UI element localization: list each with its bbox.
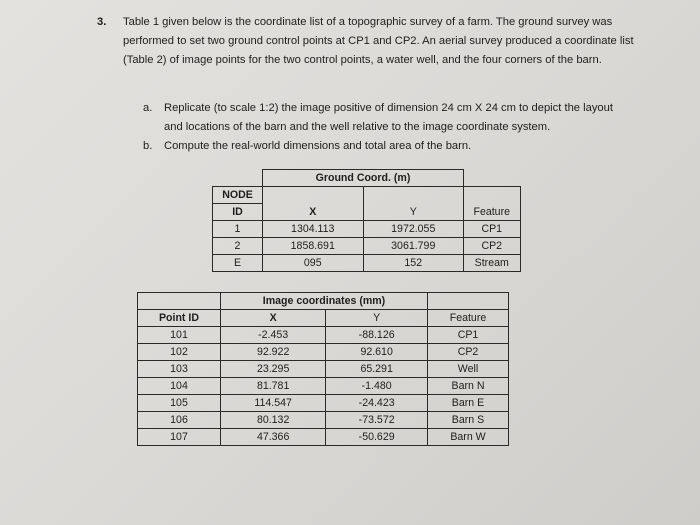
table-row	[213, 170, 521, 187]
point-id: 101	[138, 327, 221, 344]
image-y: 92.610	[326, 344, 428, 361]
y-header: Y	[363, 204, 464, 221]
part-b-label: b.	[143, 140, 153, 152]
ground-y: 152	[363, 255, 464, 272]
table-row	[138, 361, 509, 378]
question-text: Table 1 given below is the coordinate list of a topographic survey of a farm. The ground survey was performed to set two ground control points at CP1 and CP2. An aerial survey produced a coordinate list (Table 2) of image points for the two control points, a water well, and the four corners of the barn.	[123, 16, 634, 66]
x-header: X	[263, 204, 364, 221]
node-header: NODE	[213, 187, 263, 204]
feature: Barn N	[428, 378, 509, 395]
feature-header: Feature	[464, 204, 521, 221]
x-header: X	[221, 310, 326, 327]
table-2-image-coordinates	[137, 292, 509, 446]
part-a-label: a.	[143, 102, 153, 114]
node-id: E	[213, 255, 263, 272]
table-row	[138, 429, 509, 446]
image-y: -24.423	[326, 395, 428, 412]
feature-header: Feature	[428, 310, 509, 327]
feature: CP2	[464, 238, 521, 255]
point-id: 107	[138, 429, 221, 446]
node-id: 2	[213, 238, 263, 255]
feature: Barn S	[428, 412, 509, 429]
part-b	[143, 137, 633, 156]
image-x: 92.922	[221, 344, 326, 361]
id-header: ID	[213, 204, 263, 221]
table-row	[138, 344, 509, 361]
image-y: -50.629	[326, 429, 428, 446]
table-row	[138, 327, 509, 344]
ground-y: 3061.799	[363, 238, 464, 255]
table-row	[213, 255, 521, 272]
point-id: 102	[138, 344, 221, 361]
feature: Stream	[464, 255, 521, 272]
feature: CP2	[428, 344, 509, 361]
table-row	[138, 395, 509, 412]
table-1-ground-coordinates	[212, 169, 521, 272]
part-a-text: Replicate (to scale 1:2) the image positive of dimension 24 cm X 24 cm to depict the layout and locations of the barn and the well relative to the image coordinate system.	[164, 102, 613, 133]
ground-y: 1972.055	[363, 221, 464, 238]
table-row	[213, 187, 521, 204]
point-id: 106	[138, 412, 221, 429]
table-row	[138, 378, 509, 395]
point-id: 103	[138, 361, 221, 378]
ground-x: 1304.113	[263, 221, 364, 238]
image-y: -1.480	[326, 378, 428, 395]
table-row	[213, 221, 521, 238]
image-x: 47.366	[221, 429, 326, 446]
part-a	[143, 99, 633, 137]
image-x: 23.295	[221, 361, 326, 378]
feature: Barn W	[428, 429, 509, 446]
image-y: -88.126	[326, 327, 428, 344]
ground-coord-header: Ground Coord. (m)	[263, 170, 464, 187]
image-y: 65.291	[326, 361, 428, 378]
table-row	[138, 293, 509, 310]
image-x: -2.453	[221, 327, 326, 344]
image-x: 80.132	[221, 412, 326, 429]
feature: CP1	[428, 327, 509, 344]
part-b-text: Compute the real-world dimensions and total area of the barn.	[164, 140, 472, 152]
table-row	[138, 310, 509, 327]
table-row	[213, 204, 521, 221]
y-header: Y	[326, 310, 428, 327]
ground-x: 095	[263, 255, 364, 272]
point-id: 104	[138, 378, 221, 395]
feature: Well	[428, 361, 509, 378]
feature: CP1	[464, 221, 521, 238]
image-y: -73.572	[326, 412, 428, 429]
point-id: 105	[138, 395, 221, 412]
ground-x: 1858.691	[263, 238, 364, 255]
node-id: 1	[213, 221, 263, 238]
table-row	[138, 412, 509, 429]
image-x: 81.781	[221, 378, 326, 395]
point-id-header: Point ID	[138, 310, 221, 327]
table-row	[213, 238, 521, 255]
question-number: 3.	[97, 16, 107, 28]
image-coord-header: Image coordinates (mm)	[221, 293, 428, 310]
feature: Barn E	[428, 395, 509, 412]
image-x: 114.547	[221, 395, 326, 412]
question-3	[97, 13, 637, 70]
